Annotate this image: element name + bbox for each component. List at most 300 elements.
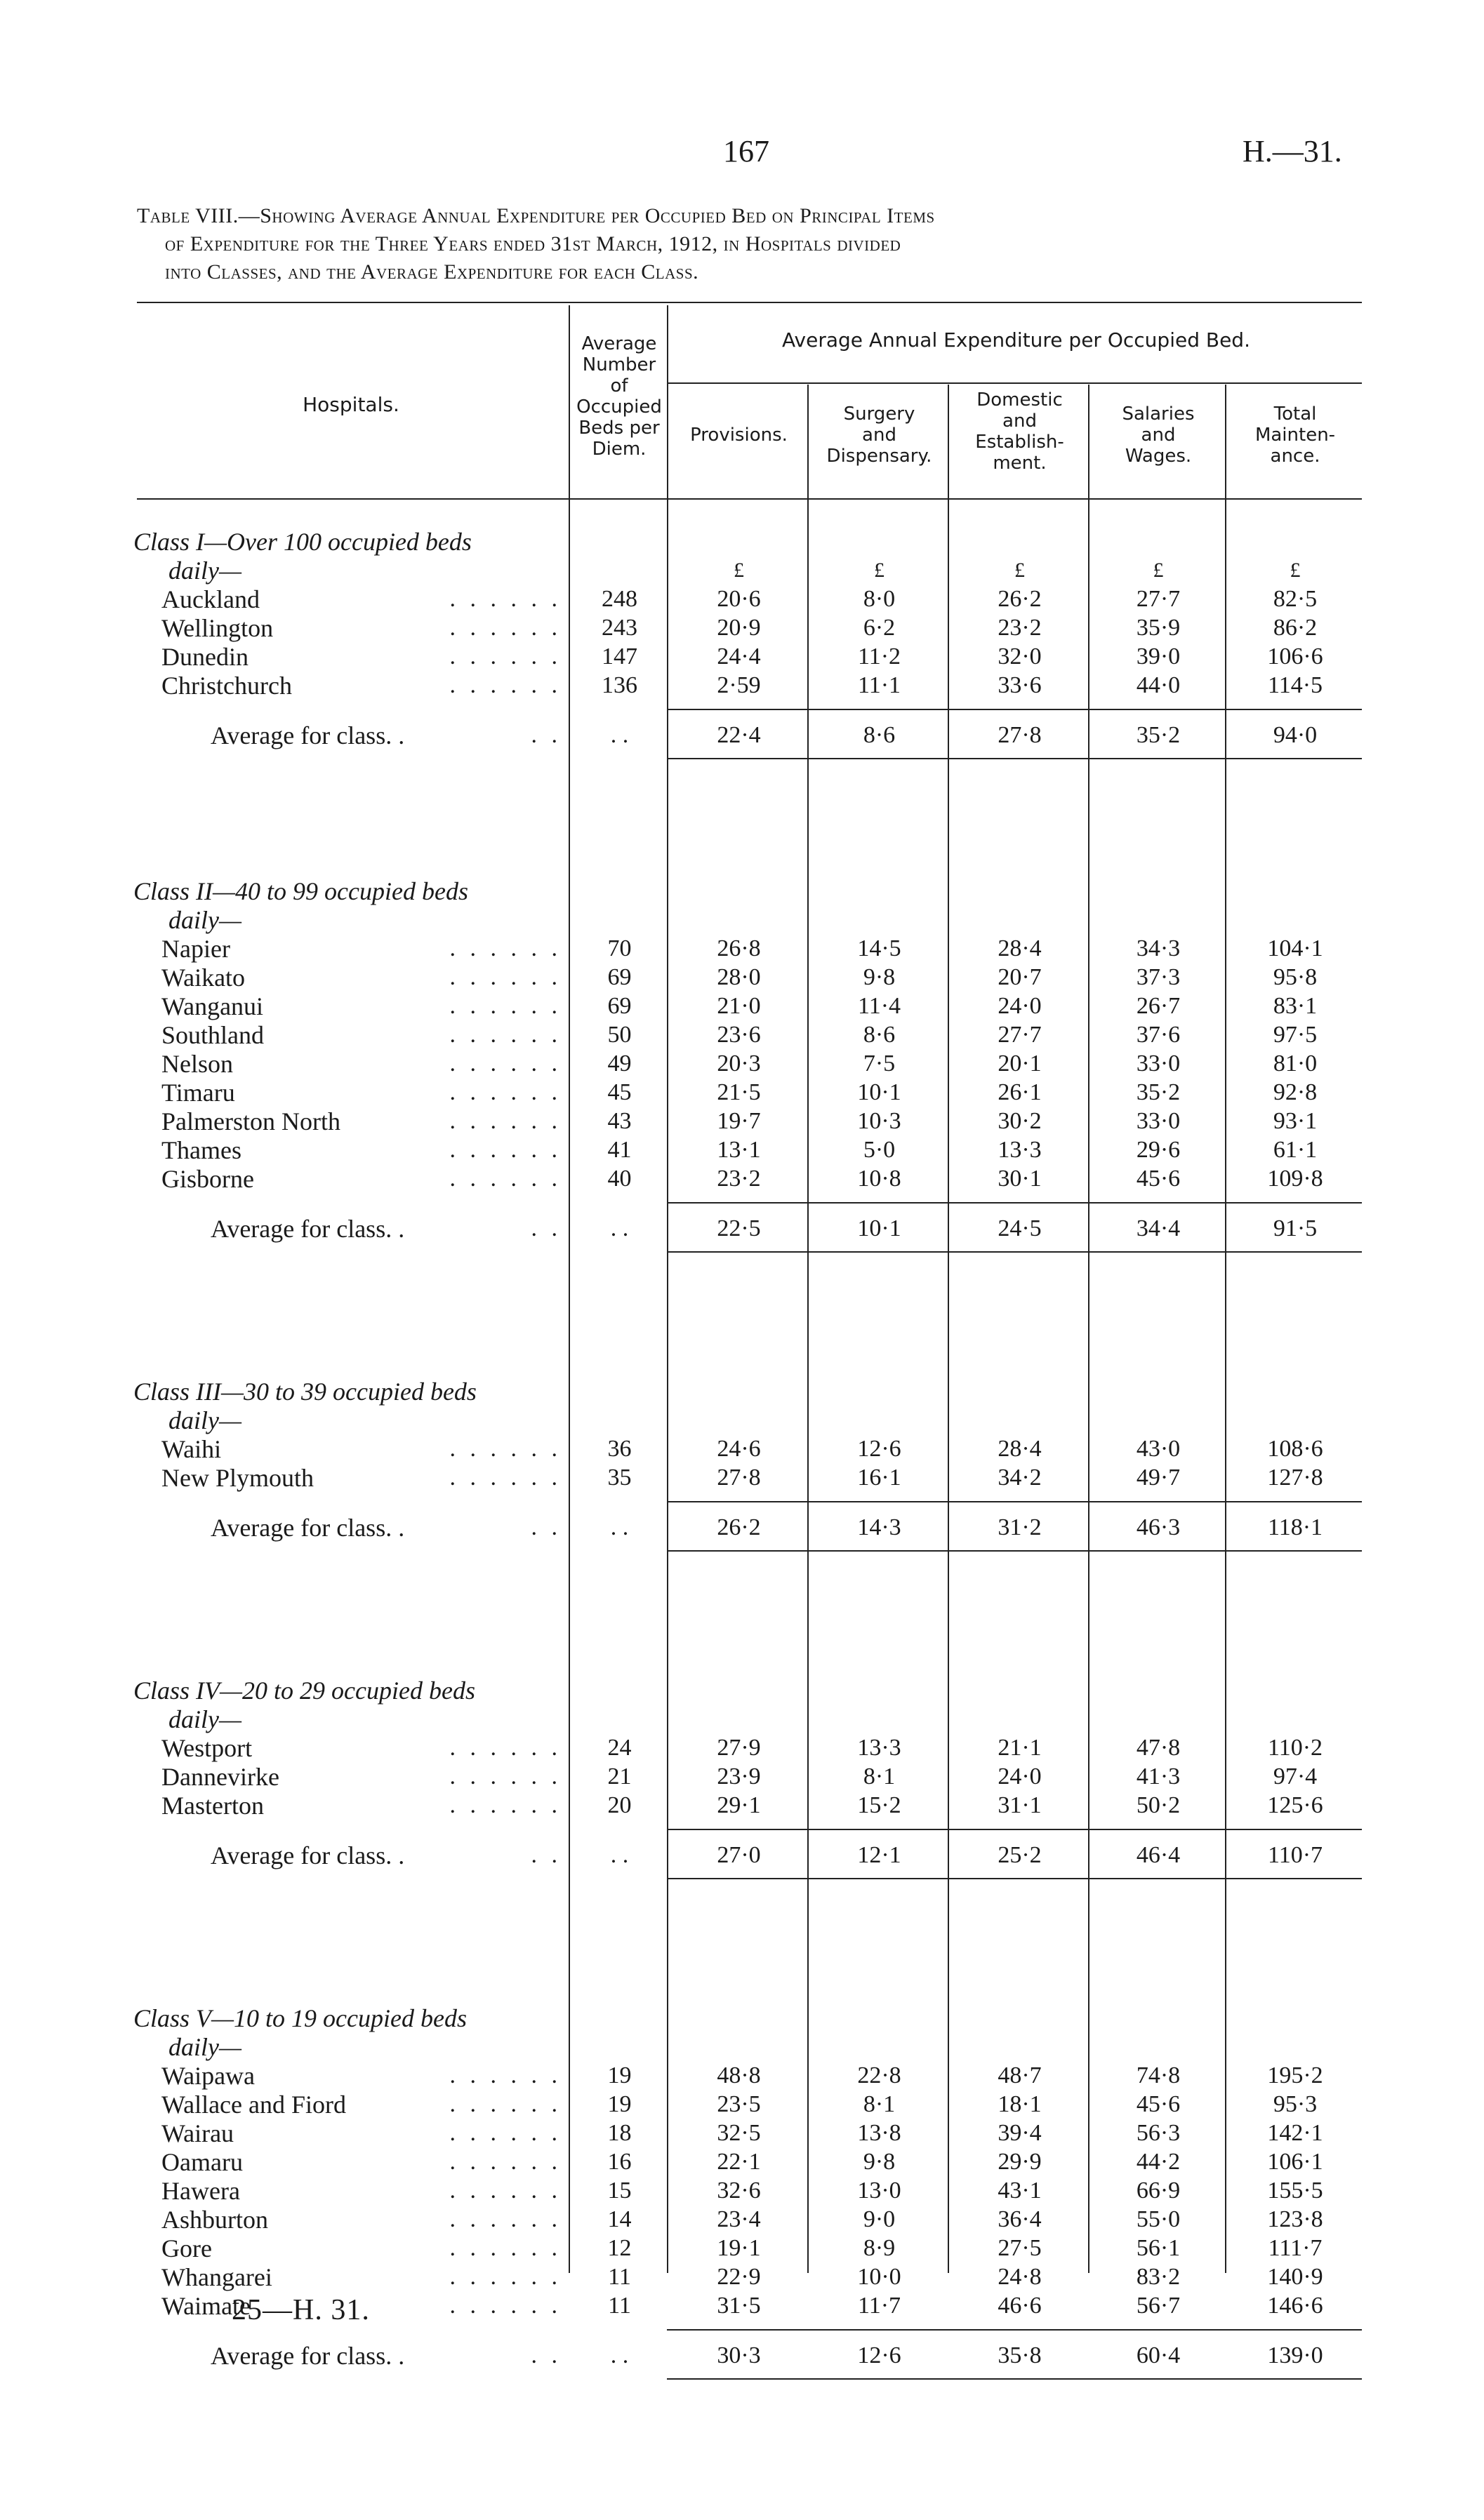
average-top-rule: [667, 1501, 1362, 1502]
column-rule: [807, 385, 809, 498]
value-domestic: 48·7: [998, 2062, 1042, 2088]
value-provisions: 23·2: [717, 1166, 761, 1192]
value-domestic: 31·1: [998, 1792, 1042, 1818]
value-salaries: 45·6: [1136, 2091, 1181, 2117]
value-total: 92·8: [1273, 1079, 1318, 1105]
dot-leader: . . . . . .: [449, 1436, 562, 1462]
footer-signature: 25—H. 31.: [232, 2294, 370, 2326]
dot-leader: . . . . . .: [449, 644, 562, 669]
average-surgery: 12·6: [857, 2342, 901, 2368]
value-surgery: 7·5: [863, 1051, 896, 1076]
table-top-rule: [137, 302, 1362, 303]
dot-leader: . .: [531, 1215, 562, 1241]
hospital-name: Wallace and Fiord: [161, 2091, 347, 2119]
class-heading-daily: daily—: [168, 2033, 241, 2061]
hospital-name: Ashburton: [161, 2206, 268, 2234]
hospital-name: Waihi: [161, 1435, 222, 1463]
value-provisions: 23·5: [717, 2091, 761, 2117]
value-domestic: 26·1: [998, 1079, 1042, 1105]
value-salaries: 34·3: [1136, 935, 1181, 961]
value-salaries: 41·3: [1136, 1764, 1181, 1789]
value-domestic: 13·3: [998, 1137, 1042, 1163]
average-top-rule: [667, 1829, 1362, 1830]
hospital-name: Waikato: [161, 964, 246, 992]
value-domestic: 27·5: [998, 2235, 1042, 2261]
value-total: 111·7: [1268, 2235, 1323, 2261]
value-beds: 147: [602, 644, 637, 669]
average-surgery: 12·1: [857, 1842, 901, 1868]
dot-leader: . .: [531, 1842, 562, 1868]
value-domestic: 34·2: [998, 1465, 1042, 1491]
value-surgery: 8·6: [863, 1022, 896, 1048]
class-heading: Class I—Over 100 occupied beds: [133, 528, 472, 556]
average-for-class-label: Average for class. .: [211, 1215, 405, 1243]
dot-leader: . . . . . .: [449, 1735, 562, 1761]
value-provisions: 23·9: [717, 1764, 761, 1789]
value-beds: 18: [607, 2120, 632, 2146]
value-beds: 243: [602, 615, 637, 641]
column-rule: [948, 385, 949, 498]
value-surgery: 10·1: [857, 1079, 901, 1105]
value-provisions: 13·1: [717, 1137, 761, 1163]
value-surgery: 8·1: [863, 1764, 896, 1789]
hospital-name: Auckland: [161, 585, 260, 613]
value-provisions: 29·1: [717, 1792, 761, 1818]
dot-leader: . .: [531, 2342, 562, 2368]
average-bottom-rule: [667, 2378, 1362, 2380]
value-surgery: 13·8: [857, 2120, 901, 2146]
value-surgery: 11·4: [857, 993, 901, 1019]
average-provisions: 26·2: [717, 1514, 761, 1540]
value-domestic: 32·0: [998, 644, 1042, 669]
hospital-name: Waipawa: [161, 2062, 256, 2090]
value-salaries: 66·9: [1136, 2178, 1181, 2204]
average-domestic: 24·5: [998, 1215, 1042, 1241]
dot-leader: . . . . . .: [449, 1108, 562, 1134]
value-provisions: 24·4: [717, 644, 761, 669]
value-salaries: 56·7: [1136, 2293, 1181, 2319]
value-domestic: 28·4: [998, 1436, 1042, 1462]
value-salaries: 33·0: [1136, 1108, 1181, 1134]
value-total: 123·8: [1267, 2206, 1323, 2232]
dot-leader: . . . . . .: [449, 1465, 562, 1491]
hospital-name: Napier: [161, 935, 230, 963]
average-total: 91·5: [1273, 1215, 1318, 1241]
value-domestic: 20·1: [998, 1051, 1042, 1076]
value-salaries: 45·6: [1136, 1166, 1181, 1192]
value-beds: 12: [607, 2235, 632, 2261]
currency-symbol: £: [874, 559, 885, 582]
value-beds: 35: [607, 1465, 632, 1491]
document-reference: H.—31.: [1243, 134, 1342, 168]
value-beds: 19: [607, 2062, 632, 2088]
column-rule: [667, 500, 668, 2273]
value-total: 127·8: [1267, 1465, 1323, 1491]
average-bottom-rule: [667, 758, 1362, 759]
average-domestic: 27·8: [998, 722, 1042, 748]
dot-leader: . . . . . .: [449, 964, 562, 990]
value-surgery: 10·3: [857, 1108, 901, 1134]
header-domestic-establishment: Domestic and Establish- ment.: [975, 389, 1064, 474]
value-salaries: 35·2: [1136, 1079, 1181, 1105]
value-total: 146·6: [1267, 2293, 1323, 2319]
value-salaries: 29·6: [1136, 1137, 1181, 1163]
value-provisions: 19·1: [717, 2235, 761, 2261]
dot-leader: . . . . . .: [449, 1022, 562, 1048]
value-provisions: 26·8: [717, 935, 761, 961]
average-salaries: 35·2: [1136, 722, 1181, 748]
currency-symbol: £: [1290, 559, 1301, 582]
value-beds: 19: [607, 2091, 632, 2117]
average-bottom-rule: [667, 1878, 1362, 1879]
hospital-name: Nelson: [161, 1050, 233, 1078]
value-domestic: 28·4: [998, 935, 1042, 961]
value-total: 86·2: [1273, 615, 1318, 641]
value-beds: 24: [607, 1735, 632, 1761]
header-bottom-rule: [137, 498, 1362, 500]
value-salaries: 55·0: [1136, 2206, 1181, 2232]
value-total: 142·1: [1267, 2120, 1323, 2146]
class-heading-daily: daily—: [168, 906, 241, 934]
value-provisions: 20·6: [717, 586, 761, 612]
dot-leader: . . . . . .: [449, 2206, 562, 2232]
dot-leader: . . . . . .: [449, 2178, 562, 2204]
value-beds: 70: [607, 935, 632, 961]
value-beds: 20: [607, 1792, 632, 1818]
value-domestic: 30·1: [998, 1166, 1042, 1192]
average-domestic: 25·2: [998, 1842, 1042, 1868]
value-salaries: 47·8: [1136, 1735, 1181, 1761]
dot-leader: . .: [531, 1514, 562, 1540]
value-total: 61·1: [1273, 1137, 1318, 1163]
hospital-name: Wanganui: [161, 992, 264, 1020]
value-domestic: 30·2: [998, 1108, 1042, 1134]
value-provisions: 48·8: [717, 2062, 761, 2088]
value-provisions: 31·5: [717, 2293, 761, 2319]
column-rule: [569, 305, 570, 498]
average-provisions: 30·3: [717, 2342, 761, 2368]
value-beds: 69: [607, 993, 632, 1019]
average-provisions: 27·0: [717, 1842, 761, 1868]
header-salaries-wages: Salaries and Wages.: [1122, 404, 1195, 467]
value-salaries: 26·7: [1136, 993, 1181, 1019]
dot-leader: . . . . . .: [449, 1166, 562, 1192]
value-beds: 69: [607, 964, 632, 990]
dot-leader: . . . . . .: [449, 586, 562, 612]
average-bottom-rule: [667, 1550, 1362, 1552]
column-rule: [1088, 500, 1089, 2273]
value-beds: 14: [607, 2206, 632, 2232]
value-provisions: 24·6: [717, 1436, 761, 1462]
average-surgery: 10·1: [857, 1215, 901, 1241]
average-salaries: 60·4: [1136, 2342, 1181, 2368]
value-beds: 49: [607, 1051, 632, 1076]
column-rule: [667, 305, 668, 498]
header-surgery-dispensary: Surgery and Dispensary.: [826, 404, 932, 467]
value-total: 82·5: [1273, 586, 1318, 612]
average-top-rule: [667, 1202, 1362, 1204]
value-salaries: 74·8: [1136, 2062, 1181, 2088]
column-rule: [569, 500, 570, 2273]
value-domestic: 18·1: [998, 2091, 1042, 2117]
average-beds: . .: [610, 2342, 629, 2368]
value-domestic: 24·0: [998, 993, 1042, 1019]
average-beds: . .: [610, 1514, 629, 1540]
value-surgery: 11·7: [857, 2293, 901, 2319]
value-domestic: 23·2: [998, 615, 1042, 641]
class-heading: Class III—30 to 39 occupied beds: [133, 1378, 477, 1406]
header-group-expenditure: Average Annual Expenditure per Occupied Bed.: [782, 328, 1250, 352]
hospital-name: Dannevirke: [161, 1763, 279, 1791]
value-domestic: 24·8: [998, 2264, 1042, 2290]
hospital-name: Wairau: [161, 2119, 234, 2147]
hospital-name: Gore: [161, 2234, 212, 2262]
value-surgery: 13·0: [857, 2178, 901, 2204]
average-salaries: 46·3: [1136, 1514, 1181, 1540]
average-domestic: 31·2: [998, 1514, 1042, 1540]
hospital-name: Thames: [161, 1136, 241, 1164]
value-total: 106·6: [1267, 644, 1323, 669]
average-surgery: 14·3: [857, 1514, 901, 1540]
average-top-rule: [667, 2329, 1362, 2331]
average-provisions: 22·5: [717, 1215, 761, 1241]
average-total: 118·1: [1267, 1514, 1323, 1540]
value-provisions: 2·59: [717, 672, 761, 698]
dot-leader: . . . . . .: [449, 2062, 562, 2088]
header-provisions: Provisions.: [690, 425, 788, 446]
value-surgery: 8·1: [863, 2091, 896, 2117]
value-beds: 16: [607, 2149, 632, 2175]
value-provisions: 27·8: [717, 1465, 761, 1491]
value-surgery: 8·0: [863, 586, 896, 612]
value-surgery: 9·8: [863, 964, 896, 990]
hospital-name: Westport: [161, 1734, 253, 1762]
value-surgery: 22·8: [857, 2062, 901, 2088]
value-domestic: 43·1: [998, 2178, 1042, 2204]
value-surgery: 9·0: [863, 2206, 896, 2232]
value-domestic: 26·2: [998, 586, 1042, 612]
value-provisions: 32·6: [717, 2178, 761, 2204]
value-salaries: 39·0: [1136, 644, 1181, 669]
value-total: 109·8: [1267, 1166, 1323, 1192]
average-surgery: 8·6: [863, 722, 896, 748]
column-rule: [1088, 385, 1089, 498]
value-provisions: 19·7: [717, 1108, 761, 1134]
hospital-name: New Plymouth: [161, 1464, 314, 1492]
hospital-name: Masterton: [161, 1792, 264, 1820]
hospital-name: Timaru: [161, 1079, 235, 1107]
average-top-rule: [667, 709, 1362, 710]
value-surgery: 13·3: [857, 1735, 901, 1761]
average-salaries: 46·4: [1136, 1842, 1181, 1868]
dot-leader: . . . . . .: [449, 1792, 562, 1818]
average-domestic: 35·8: [998, 2342, 1042, 2368]
value-salaries: 83·2: [1136, 2264, 1181, 2290]
dot-leader: . . . . . .: [449, 1137, 562, 1163]
value-total: 195·2: [1267, 2062, 1323, 2088]
dot-leader: . . . . . .: [449, 935, 562, 961]
value-total: 125·6: [1267, 1792, 1323, 1818]
value-salaries: 44·2: [1136, 2149, 1181, 2175]
value-domestic: 24·0: [998, 1764, 1042, 1789]
value-salaries: 50·2: [1136, 1792, 1181, 1818]
value-provisions: 32·5: [717, 2120, 761, 2146]
column-rule: [1225, 500, 1226, 2273]
header-total-maintenance: Total Mainten- ance.: [1254, 404, 1336, 467]
hospital-name: Dunedin: [161, 643, 249, 671]
dot-leader: . . . . . .: [449, 2120, 562, 2146]
average-total: 110·7: [1267, 1842, 1323, 1868]
value-provisions: 20·9: [717, 615, 761, 641]
title-line: into Classes, and the Average Expenditure for each Class.: [165, 260, 699, 284]
hospital-name: Palmerston North: [161, 1107, 340, 1135]
average-for-class-label: Average for class. .: [211, 1514, 405, 1542]
value-beds: 50: [607, 1022, 632, 1048]
value-beds: 45: [607, 1079, 632, 1105]
hospital-name: Wellington: [161, 614, 274, 642]
column-rule: [807, 500, 809, 2273]
hospital-name: Southland: [161, 1021, 265, 1049]
hospital-name: Waimate: [161, 2292, 251, 2320]
hospital-name: Gisborne: [161, 1165, 254, 1193]
value-provisions: 28·0: [717, 964, 761, 990]
value-surgery: 8·9: [863, 2235, 896, 2261]
dot-leader: . . . . . .: [449, 1051, 562, 1076]
value-salaries: 49·7: [1136, 1465, 1181, 1491]
value-salaries: 43·0: [1136, 1436, 1181, 1462]
value-total: 155·5: [1267, 2178, 1323, 2204]
value-beds: 40: [607, 1166, 632, 1192]
dot-leader: . . . . . .: [449, 2091, 562, 2117]
value-salaries: 44·0: [1136, 672, 1181, 698]
average-beds: . .: [610, 722, 629, 748]
value-salaries: 35·9: [1136, 615, 1181, 641]
value-provisions: 21·0: [717, 993, 761, 1019]
value-salaries: 56·1: [1136, 2235, 1181, 2261]
value-domestic: 33·6: [998, 672, 1042, 698]
value-total: 95·3: [1273, 2091, 1318, 2117]
value-salaries: 37·6: [1136, 1022, 1181, 1048]
value-domestic: 29·9: [998, 2149, 1042, 2175]
value-total: 93·1: [1273, 1108, 1318, 1134]
value-surgery: 12·6: [857, 1436, 901, 1462]
page-number: 167: [723, 134, 769, 168]
dot-leader: . . . . . .: [449, 2235, 562, 2261]
value-provisions: 22·9: [717, 2264, 761, 2290]
average-bottom-rule: [667, 1251, 1362, 1253]
value-surgery: 11·2: [857, 644, 901, 669]
value-surgery: 5·0: [863, 1137, 896, 1163]
column-rule: [1225, 385, 1226, 498]
value-domestic: 46·6: [998, 2293, 1042, 2319]
hospital-name: Whangarei: [161, 2263, 272, 2291]
value-beds: 36: [607, 1436, 632, 1462]
hospital-name: Oamaru: [161, 2148, 243, 2176]
currency-symbol: £: [1153, 559, 1164, 582]
title-line: of Expenditure for the Three Years ended 31st March, 1912, in Hospitals divided: [165, 232, 901, 255]
dot-leader: . . . . . .: [449, 1764, 562, 1789]
column-rule: [948, 500, 949, 2273]
value-surgery: 16·1: [857, 1465, 901, 1491]
value-beds: 43: [607, 1108, 632, 1134]
value-salaries: 33·0: [1136, 1051, 1181, 1076]
value-provisions: 22·1: [717, 2149, 761, 2175]
value-total: 104·1: [1267, 935, 1323, 961]
value-total: 106·1: [1267, 2149, 1323, 2175]
dot-leader: . .: [531, 722, 562, 748]
header-average-beds: Average Number of Occupied Beds per Diem.: [576, 333, 662, 460]
value-salaries: 37·3: [1136, 964, 1181, 990]
value-beds: 21: [607, 1764, 632, 1789]
average-provisions: 22·4: [717, 722, 761, 748]
value-beds: 41: [607, 1137, 632, 1163]
value-beds: 11: [608, 2293, 631, 2319]
class-heading-daily: daily—: [168, 1705, 241, 1733]
average-beds: . .: [610, 1842, 629, 1868]
value-provisions: 23·4: [717, 2206, 761, 2232]
value-domestic: 36·4: [998, 2206, 1042, 2232]
value-provisions: 27·9: [717, 1735, 761, 1761]
value-total: 97·4: [1273, 1764, 1318, 1789]
dot-leader: . . . . . .: [449, 993, 562, 1019]
value-surgery: 9·8: [863, 2149, 896, 2175]
value-surgery: 10·0: [857, 2264, 901, 2290]
class-heading: Class V—10 to 19 occupied beds: [133, 2004, 467, 2032]
dot-leader: . . . . . .: [449, 672, 562, 698]
group-header-rule: [667, 382, 1362, 384]
table-title: [137, 202, 1372, 286]
average-total: 94·0: [1273, 722, 1318, 748]
value-total: 110·2: [1267, 1735, 1323, 1761]
value-provisions: 23·6: [717, 1022, 761, 1048]
average-total: 139·0: [1267, 2342, 1323, 2368]
value-surgery: 11·1: [857, 672, 901, 698]
value-total: 83·1: [1273, 993, 1318, 1019]
value-surgery: 10·8: [857, 1166, 901, 1192]
value-salaries: 56·3: [1136, 2120, 1181, 2146]
value-provisions: 21·5: [717, 1079, 761, 1105]
dot-leader: . . . . . .: [449, 2293, 562, 2319]
value-domestic: 20·7: [998, 964, 1042, 990]
class-heading: Class IV—20 to 29 occupied beds: [133, 1676, 475, 1705]
value-total: 114·5: [1267, 672, 1323, 698]
currency-symbol: £: [734, 559, 744, 582]
value-domestic: 21·1: [998, 1735, 1042, 1761]
value-surgery: 6·2: [863, 615, 896, 641]
value-beds: 248: [602, 586, 637, 612]
value-total: 140·9: [1267, 2264, 1323, 2290]
dot-leader: . . . . . .: [449, 2264, 562, 2290]
average-beds: . .: [610, 1215, 629, 1241]
average-for-class-label: Average for class. .: [211, 2342, 405, 2370]
value-salaries: 27·7: [1136, 586, 1181, 612]
currency-symbol: £: [1014, 559, 1025, 582]
class-heading-daily: daily—: [168, 1406, 241, 1434]
value-total: 95·8: [1273, 964, 1318, 990]
value-total: 81·0: [1273, 1051, 1318, 1076]
hospital-name: Christchurch: [161, 672, 292, 700]
dot-leader: . . . . . .: [449, 615, 562, 641]
average-for-class-label: Average for class. .: [211, 1841, 405, 1869]
value-total: 97·5: [1273, 1022, 1318, 1048]
value-beds: 11: [608, 2264, 631, 2290]
header-hospitals: Hospitals.: [303, 393, 399, 416]
value-domestic: 27·7: [998, 1022, 1042, 1048]
value-surgery: 14·5: [857, 935, 901, 961]
value-beds: 136: [602, 672, 637, 698]
dot-leader: . . . . . .: [449, 1079, 562, 1105]
class-heading-daily: daily—: [168, 556, 241, 585]
